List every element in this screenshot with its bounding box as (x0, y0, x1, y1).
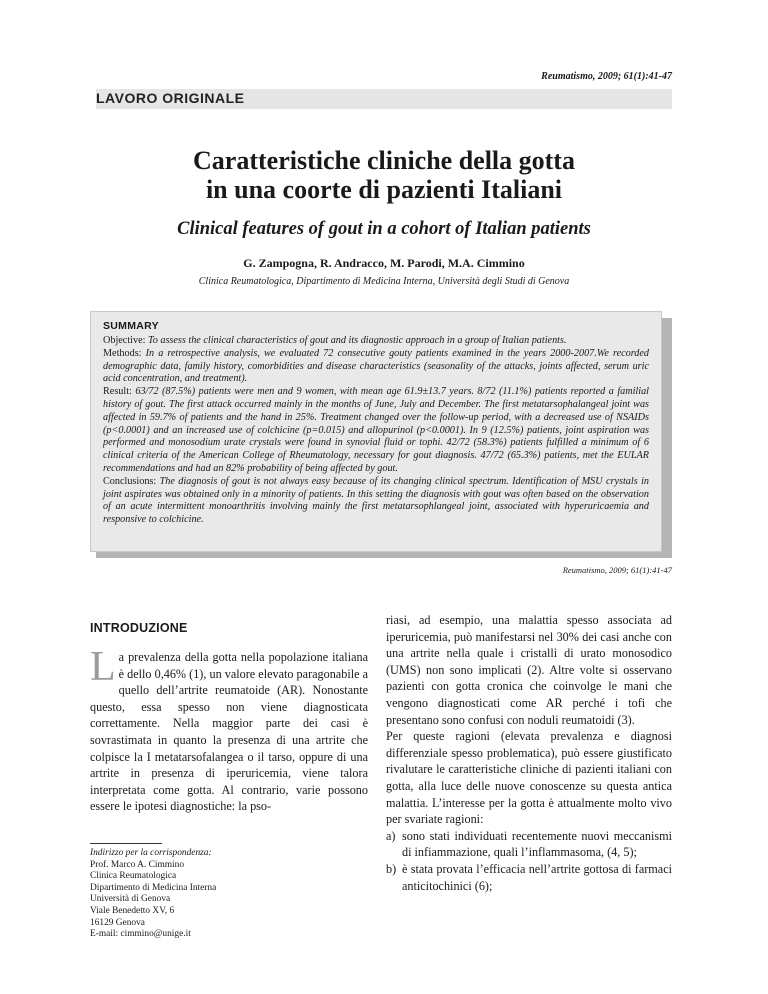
drop-cap: L (90, 644, 116, 690)
intro-right-paragraph-2: Per queste ragioni (elevata prevalenza e diagnosi differenziale spesso problematica), può essere giustificato rivalutare le caratteristiche cliniche di pazienti italiani con gotta, alla luce delle nuove conoscenze su questa antica malattia. L’interesse per la gotta è attualmente molto vivo per svariate ragioni: (386, 729, 672, 827)
footnote-line: Prof. Marco A. Cimmino (90, 859, 185, 870)
italian-title (96, 146, 672, 204)
conclusions-label: Conclusions: (103, 475, 157, 487)
summary-conclusions (103, 476, 649, 527)
list-item (386, 861, 672, 894)
methods-text: In a retrospective analysis, we evaluated 72 consecutive gouty patients examined in the years 2000-2007.We recorded demographic data, family history, comorbidities and disease characteristics (seasonality of the attacks, joints affected, serum uric acid concentration, and treatment). (103, 347, 650, 385)
summary-box (90, 311, 662, 552)
footnote-heading: Indirizzo per la corrispondenza: (90, 847, 212, 858)
list-text: sono stati individuati recentemente nuovi meccanismi di infiammazione, quali l’inflammasoma, (4, 5); (402, 828, 672, 860)
left-column (90, 621, 368, 941)
methods-label: Methods: (103, 347, 142, 359)
section-label: LAVORO ORIGINALE (96, 90, 245, 106)
intro-right-paragraph-1: riasi, ad esempio, una malattia spesso associata ad iperuricemia, può manifestarsi nel 30% dei casi anche con una artrite nella quale i cristalli di urato monosodico (UMS) non sono implicati (2). Altre volte si osservano pazienti con gotta cronica che coinvolge le mani che vengono diagnosticati come AR perché i tofi che presentano sono confusi con noduli reumatoidi (3). (386, 613, 672, 727)
affiliation: Clinica Reumatologica, Dipartimento di Medicina Interna, Università degli Studi di Genova (198, 276, 570, 287)
correspondence-footnote (90, 848, 368, 941)
list-text: è stata provata l’efficacia nell’artrite gottosa di farmaci anticitochinici (6); (402, 861, 672, 893)
conclusions-text: The diagnosis of gout is not always easy because of its changing clinical spectrum. Identification of MSU crystals in joint aspirates was obtained only in a minority of patients. In this setting the diagnosis with gout was often based on the observation of an acute intermittent monoarthritis involving mainly the first metatarsophlangeal joint, associated with hyperuricaemia and responsive to colchicine. (103, 475, 649, 526)
summary-objective (103, 335, 649, 348)
list-marker: a) (386, 828, 396, 843)
italian-title-line-2: in una coorte di pazienti Italiani (205, 175, 563, 204)
summary-journal-reference: Reumatismo, 2009; 61(1):41-47 (562, 565, 672, 575)
summary-methods (103, 348, 649, 386)
journal-reference: Reumatismo, 2009; 61(1):41-47 (541, 71, 672, 82)
footnote-divider (90, 843, 162, 844)
intro-heading: INTRODUZIONE (90, 621, 188, 635)
authors: G. Zampogna, R. Andracco, M. Parodi, M.A. Cimmino (243, 256, 525, 270)
english-title: Clinical features of gout in a cohort of Italian patients (177, 219, 591, 239)
objective-text: To assess the clinical characteristics of gout and its diagnostic approach in a group of Italian patients. (147, 335, 567, 346)
intro-left-text: a prevalenza della gotta nella popolazione italiana è dello 0,46% (1), un valore elevato paragonabile a quello dell’artrite reumatoide (AR). Nonostante questo, essa spesso non viene diagnosticata correttamente. Nella maggior parte dei casi è sovrastimata in quanto la presenza di una artrite che colpisce la I metatarsofalangea o il tarso, oppure di una artrite in presenza di iperuricemia, viene talora interpretata come gotta. Al contrario, varie possono essere le ipotesi diagnostiche: la pso- (90, 650, 368, 814)
intro-left-paragraph (90, 644, 368, 815)
list-marker: b) (386, 861, 397, 876)
footnote-line: Viale Benedetto XV, 6 (90, 905, 175, 916)
footnote-line: Università di Genova (90, 894, 171, 905)
footnote-line: Dipartimento di Medicina Interna (90, 882, 217, 893)
footnote-line: Clinica Reumatologica (90, 871, 177, 882)
objective-label: Objective: (103, 335, 146, 346)
list-item (386, 828, 672, 861)
result-label: Result: (103, 386, 132, 398)
result-text: 63/72 (87.5%) patients were men and 9 women, with mean age 61.9±13.7 years. 8/72 (11.1%) patients reported a familial history of gout. The first attack occurred mainly in the months of June, July and December. The first metatarsophalangeal joint was affected in 59.7% of patients and the hand in 25%. Treatment changed over the follow-up period, with a decreased use of NSAIDs (p<0.0001) and an increased use of colchicine (p=0.015) and allopurinol (p<0.0001). In 9 (12.5%) patients, joint aspiration was performed and monosodium urate crystals were found in synovial fluid or tophi. 42/72 (58.3%) patients fulfilled a minimum of 6 clinical criteria of the American College of Rheumatology, necessary for gout diagnosis. 47/72 (65.3%) patients, met the EULAR recommendations and had an 82% probability of being affected by gout. (103, 386, 650, 474)
section-banner (96, 89, 672, 109)
right-column (386, 612, 672, 894)
footnote-email: E-mail: cimmino@unige.it (90, 929, 191, 940)
summary-heading: SUMMARY (103, 320, 159, 332)
footnote-line: 16129 Genova (90, 917, 145, 928)
title-block (96, 146, 672, 287)
italian-title-line-1: Caratteristiche cliniche della gotta (193, 146, 575, 175)
summary-result (103, 386, 649, 476)
